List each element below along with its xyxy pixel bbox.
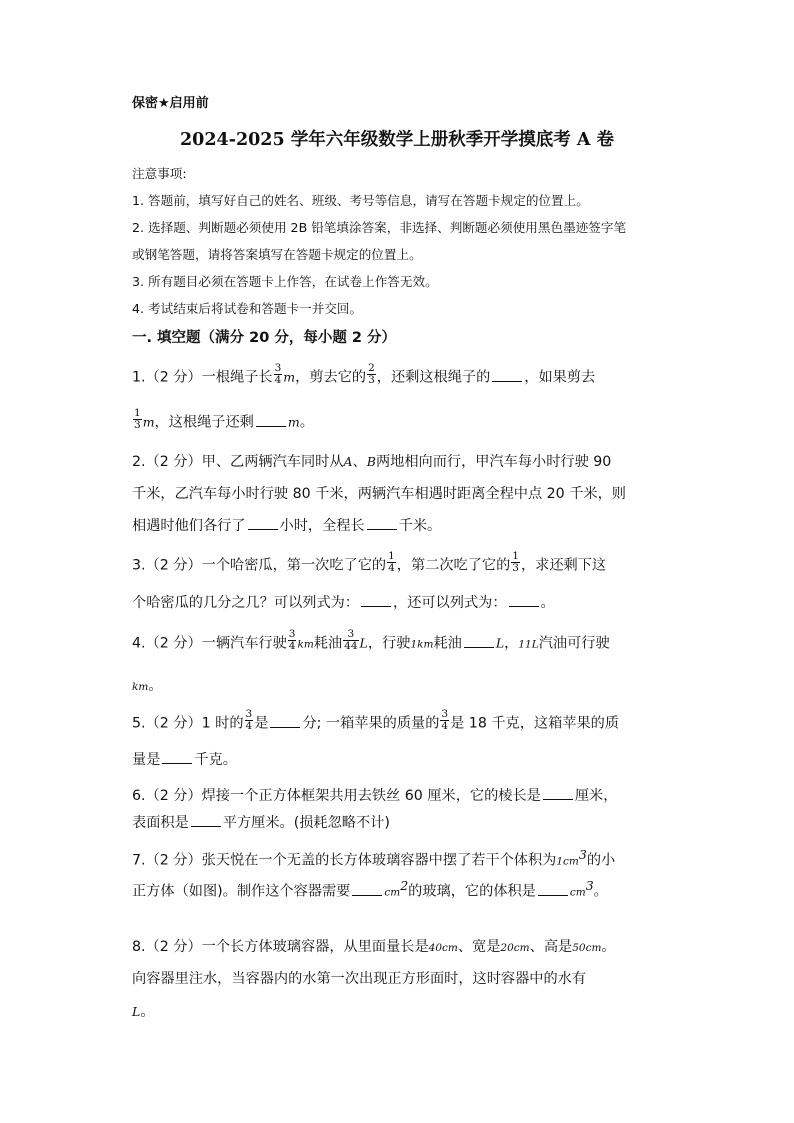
- fraction: $\frac{3}{4}$: [288, 628, 296, 652]
- question-6-line-2: 表面积是 平方厘米。(损耗忽略不计): [132, 815, 390, 831]
- note-item: 2. 选择题、判断题必须使用 2B 铅笔填涂答案，非选择、判断题必须使用黑色墨迹签字笔: [132, 220, 627, 235]
- fraction: $\frac{2}{3}$: [368, 362, 375, 386]
- question-7-line-1: 7.（2 分）张天悦在一个无盖的长方体玻璃容器中摆了若干个体积为$1cm^3$的小: [132, 847, 616, 869]
- fraction: $\frac{3}{4}$: [441, 708, 449, 732]
- answer-blank[interactable]: [543, 786, 573, 800]
- question-1-line-2: $\frac{1}{3}$ m，这根绳子还剩 m。: [134, 407, 314, 431]
- fraction: $\frac{1}{3}$: [134, 407, 141, 431]
- answer-blank[interactable]: [256, 413, 286, 427]
- question-8-line-3: L。: [132, 1004, 155, 1020]
- question-1-line-1: 1.（2 分）一根绳子长 $\frac{3}{4}$ m，剪去它的 $\frac{2}{3}$ ，还剩这根绳子的 ，如果剪去: [132, 362, 596, 386]
- note-item: 4. 考试结束后将试卷和答题卡一并交回。: [132, 301, 363, 316]
- answer-blank[interactable]: [538, 882, 568, 896]
- notes-heading: 注意事项:: [132, 166, 187, 181]
- question-4-line-1: 4.（2 分）一辆汽车行驶 $\frac{3}{4}$ km耗油 $\frac{3}{44}$ L，行驶1km耗油 L，11L汽油可行驶: [132, 628, 610, 652]
- question-6-line-1: 6.（2 分）焊接一个正方体框架共用去铁丝 60 厘米，它的棱长是 厘米，: [132, 788, 618, 804]
- fraction: $\frac{3}{4}$: [245, 708, 253, 732]
- answer-blank[interactable]: [509, 593, 539, 607]
- answer-blank[interactable]: [248, 516, 278, 530]
- confidential-label: 保密★启用前: [132, 96, 209, 111]
- question-2-line-1: 2.（2 分）甲、乙两辆汽车同时从A、B两地相向而行，甲汽车每小时行驶 90: [132, 454, 612, 470]
- question-2-line-2: 千米，乙汽车每小时行驶 80 千米，两辆汽车相遇时距离全程中点 20 千米，则: [132, 486, 626, 502]
- fraction: $\frac{1}{4}$: [388, 550, 395, 574]
- question-2-line-3: 相遇时他们各行了 小时，全程长 千米。: [132, 518, 442, 534]
- question-4-line-2: km。: [132, 678, 163, 694]
- question-3-line-2: 个哈密瓜的几分之几？可以列式为： ，还可以列式为： 。: [132, 595, 555, 611]
- question-5-line-1: 5.（2 分）1 时的 $\frac{3}{4}$ 是 分; 一箱苹果的质量的 $\frac{3}{4}$ 是 18 千克，这箱苹果的质: [132, 708, 620, 732]
- answer-blank[interactable]: [361, 593, 391, 607]
- answer-blank[interactable]: [352, 882, 382, 896]
- answer-blank[interactable]: [162, 750, 192, 764]
- question-5-line-2: 量是 千克。: [132, 752, 237, 768]
- question-7-line-2: 正方体（如图)。制作这个容器需要 $cm^2$的玻璃，它的体积是 $cm^3$。: [132, 878, 608, 900]
- answer-blank[interactable]: [191, 813, 221, 827]
- answer-blank[interactable]: [464, 634, 494, 648]
- answer-blank[interactable]: [270, 714, 300, 728]
- note-item: 3. 所有题目必须在答题卡上作答，在试卷上作答无效。: [132, 274, 438, 289]
- fraction: $\frac{1}{3}$: [512, 550, 519, 574]
- answer-blank[interactable]: [492, 368, 522, 382]
- note-item: 1. 答题前，填写好自己的姓名、班级、考号等信息，请写在答题卡规定的位置上。: [132, 193, 589, 208]
- question-8-line-2: 向容器里注水，当容器内的水第一次出现正方形面时，这时容器中的水有: [132, 971, 587, 987]
- question-8-line-1: 8.（2 分）一个长方体玻璃容器，从里面量长是40cm、宽是20cm、高是50cm。: [132, 939, 616, 955]
- section-title: 一. 填空题（满分 20 分，每小题 2 分）: [132, 330, 397, 346]
- exam-title: 2024-2025 学年六年级数学上册秋季开学摸底考 A 卷: [179, 130, 615, 150]
- question-3-line-1: 3.（2 分）一个哈密瓜，第一次吃了它的 $\frac{1}{4}$ ，第二次吃了它的 $\frac{1}{3}$ ，求还剩下这: [132, 550, 607, 574]
- fraction: $\frac{3}{44}$: [344, 628, 358, 652]
- answer-blank[interactable]: [367, 516, 397, 530]
- note-item: 或钢笔答题，请将答案填写在答题卡规定的位置上。: [132, 247, 422, 262]
- fraction: $\frac{3}{4}$: [274, 362, 282, 386]
